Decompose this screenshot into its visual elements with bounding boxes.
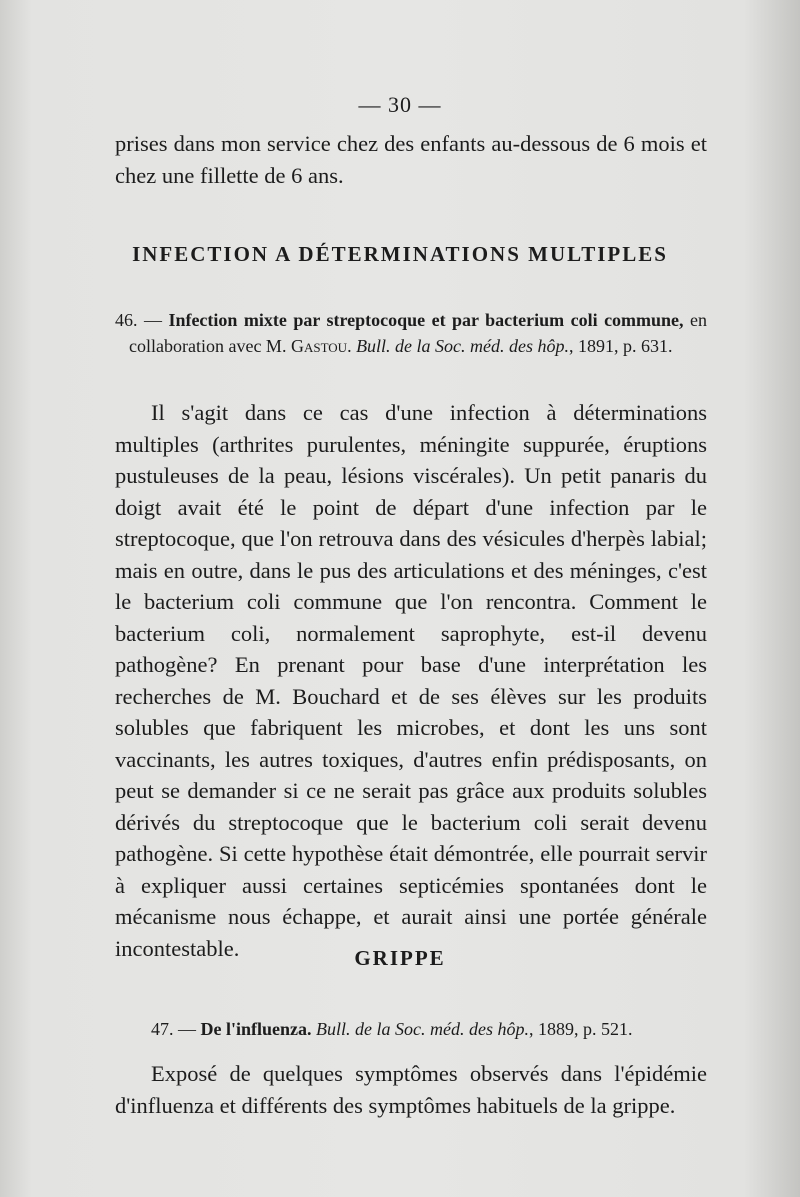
entry-46-citation bbox=[115, 307, 707, 359]
entry-collab: en collaboration avec M. bbox=[129, 310, 708, 356]
page-number: — 30 — bbox=[358, 92, 442, 117]
entry-journal: Bull. de la Soc. méd. des hôp. bbox=[316, 1019, 529, 1039]
entry-number: 46. bbox=[115, 310, 138, 330]
section-heading-infection: INFECTION A DÉTERMINATIONS MULTIPLES bbox=[132, 242, 668, 266]
intro-paragraph: prises dans mon service chez des enfants au-dessous de 6 mois et chez une fillette de 6 ans. bbox=[115, 131, 707, 188]
entry-sep: . bbox=[347, 336, 357, 356]
body-block-grippe bbox=[115, 1058, 707, 1121]
grippe-paragraph: Exposé de quelques symptômes observés dans l'épidémie d'influenza et différents des symptômes habituels de la grippe. bbox=[115, 1061, 707, 1118]
section-heading-grippe: GRIPPE bbox=[354, 946, 446, 970]
entry-47 bbox=[115, 1016, 707, 1042]
entry-author: Gastou bbox=[290, 336, 348, 356]
entry-ref: , 1889, p. 521. bbox=[528, 1019, 633, 1039]
body-block-infection bbox=[115, 397, 707, 964]
entry-dash: — bbox=[173, 1019, 201, 1039]
entry-title: Infection mixte par streptocoque et par bacterium coli commune, bbox=[168, 310, 684, 330]
entry-ref: , 1891, p. 631. bbox=[569, 336, 673, 356]
entry-46 bbox=[115, 307, 707, 359]
entry-number: 47. bbox=[151, 1019, 174, 1039]
entry-47-citation bbox=[115, 1016, 707, 1042]
entry-dash: — bbox=[137, 310, 169, 330]
entry-title: De l'influenza. bbox=[200, 1019, 312, 1039]
infection-paragraph: Il s'agit dans ce cas d'une infection à déterminations multiples (arthrites purulentes, méningite suppurée, éruptions pustuleuses de la peau, lésions viscérales). Un petit panaris du doigt avait été le point de départ d'une infection par le streptocoque, que l'on retrouva dans des vésicules d'herpès labial; mais en outre, dans le pus des articulations et des méninges, c'est le bacterium coli commune que l'on rencontra. Comment le bacterium coli, normalement saprophyte, est-il devenu pathogène? En prenant pour base d'une interprétation les recherches de M. Bouchard et de ses élèves sur les produits solubles que fabriquent les microbes, et dont les uns sont vaccinants, les autres toxiques, d'autres enfin prédisposants, on peut se demander si ce ne serait pas grâce aux produits solubles dérivés du streptocoque que le bacterium coli serait devenu pathogène. Si cette hypothèse était démontrée, elle pourrait servir à expliquer aussi certaines septicémies spontanées dont le mécanisme nous échappe, et aurait ainsi une portée générale incontestable. bbox=[115, 400, 707, 961]
entry-journal: Bull. de la Soc. méd. des hôp. bbox=[356, 336, 570, 356]
intro-block bbox=[115, 128, 707, 191]
